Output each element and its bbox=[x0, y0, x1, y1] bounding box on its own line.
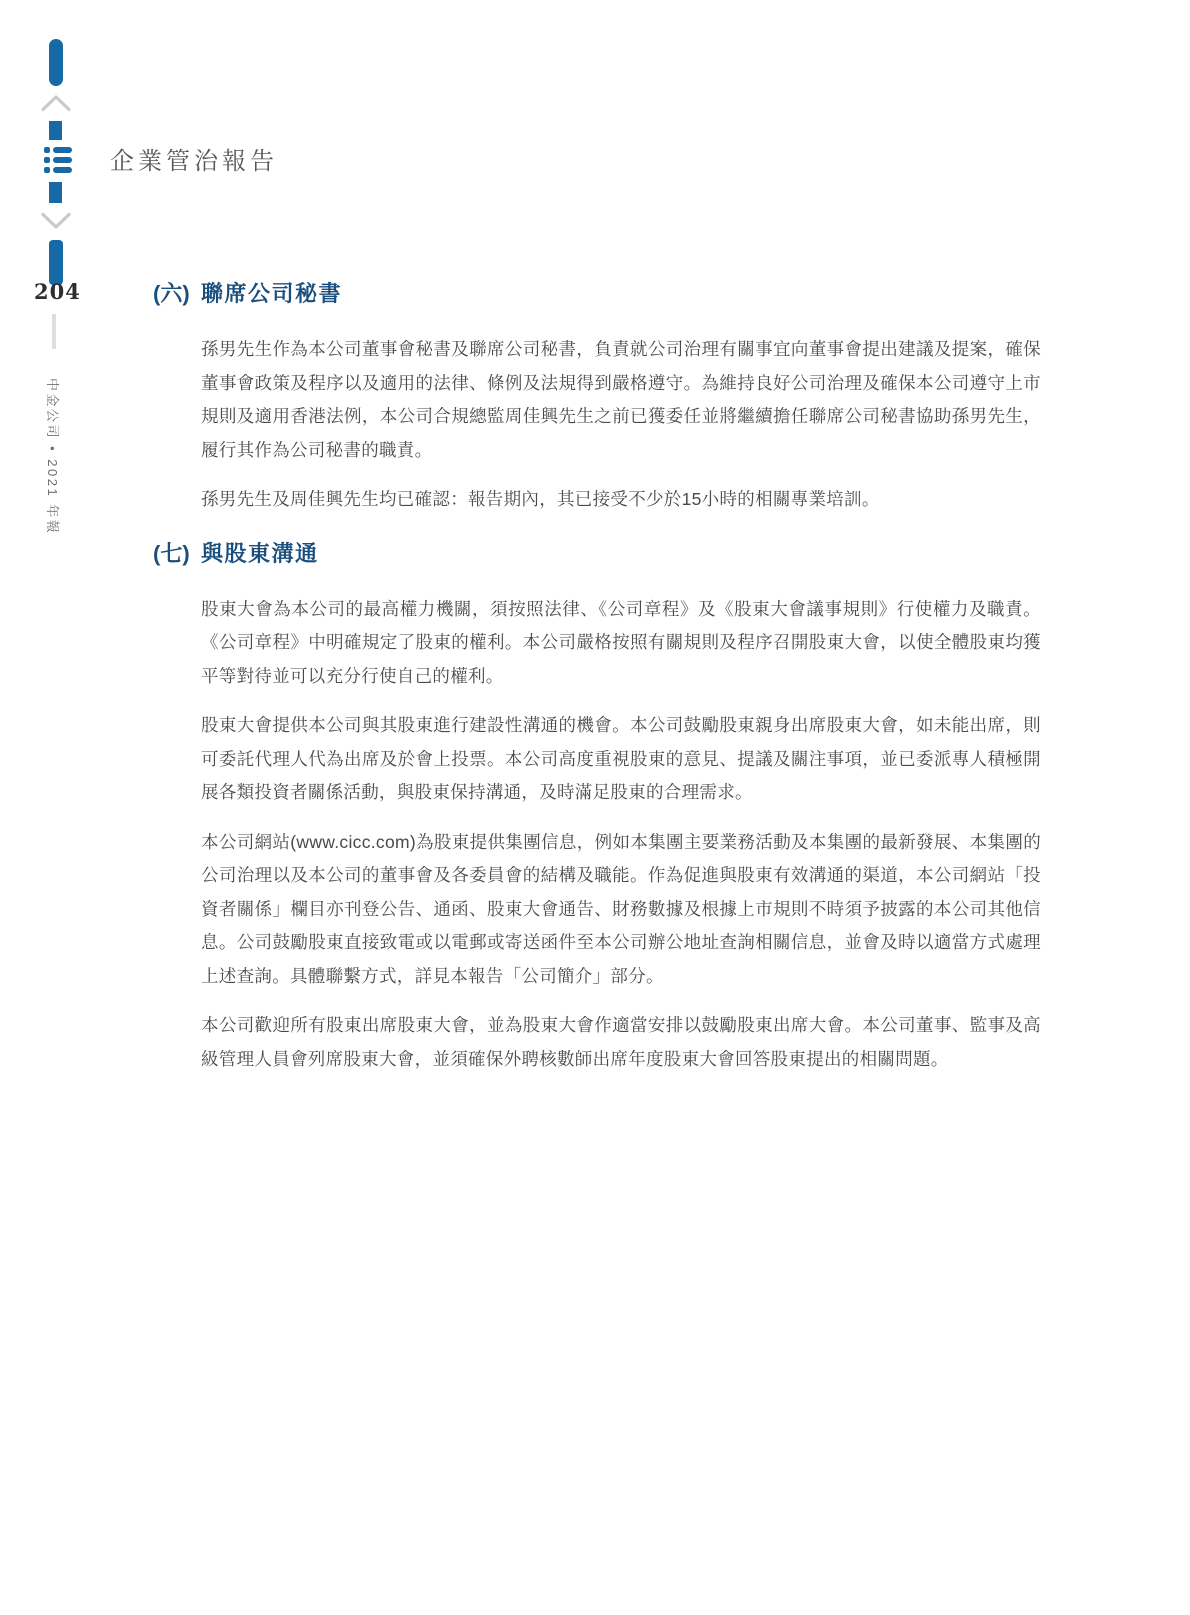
nav-square-top bbox=[49, 121, 62, 140]
paragraph: 股東大會提供本公司與其股東進行建設性溝通的機會。本公司鼓勵股東親身出席股東大會，如未能出席，則可委託代理人代為出席及於會上投票。本公司高度重視股東的意見、提議及關注事項，並已委派專人積極開展各類投資者關係活動，與股東保持溝通，及時滿足股東的合理需求。 bbox=[201, 715, 1041, 802]
accent-bar-top bbox=[49, 39, 63, 86]
list-line bbox=[53, 167, 72, 173]
chevron-down-icon bbox=[41, 212, 71, 230]
section-joint-company-secretaries bbox=[153, 281, 1041, 517]
spine-label: 中金公司 • 2021 年報 bbox=[45, 378, 60, 536]
paragraph: 孫男先生及周佳興先生均已確認：報告期內，其已接受不少於15小時的相關專業培訓。 bbox=[201, 489, 880, 509]
page-number: 204 bbox=[34, 279, 81, 304]
list-icon bbox=[44, 147, 72, 173]
page-number-divider bbox=[52, 314, 56, 349]
main-content bbox=[153, 281, 1041, 1092]
list-line bbox=[53, 157, 72, 163]
paragraph: 本公司網站(www.cicc.com)為股東提供集團信息，例如本集團主要業務活動及本集團的最新發展、本集團的公司治理以及本公司的董事會及各委員會的結構及職能。作為促進與股東有效溝通的渠道，本公司網站「投資者關係」欄目亦刊登公告、通函、股東大會通告、財務數據及根據上市規則不時須予披露的本公司其他信息。公司鼓勵股東直接致電或以電郵或寄送函件至本公司辦公地址查詢相關信息，並會及時以適當方式處理上述查詢。具體聯繫方式，詳見本報告「公司簡介」部分。 bbox=[201, 831, 1041, 986]
section-number: (六) bbox=[153, 281, 190, 306]
list-icon-row bbox=[44, 167, 72, 173]
list-dot bbox=[44, 147, 50, 153]
section-heading bbox=[153, 281, 1041, 307]
list-dot bbox=[44, 167, 50, 173]
section-title: 聯席公司秘書 bbox=[201, 281, 343, 306]
paragraph: 本公司歡迎所有股東出席股東大會，並為股東大會作適當安排以鼓勵股東出席大會。本公司董事、監事及高級管理人員會列席股東大會，並須確保外聘核數師出席年度股東大會回答股東提出的相關問題。 bbox=[201, 1015, 1041, 1069]
section-title: 與股東溝通 bbox=[201, 540, 319, 566]
section-heading bbox=[153, 541, 1041, 567]
nav-square-bottom bbox=[49, 182, 62, 203]
list-icon-row bbox=[44, 157, 72, 163]
page-title: 企業管治報告 bbox=[110, 147, 278, 175]
list-line bbox=[53, 147, 72, 153]
paragraph: 股東大會為本公司的最高權力機關，須按照法律、《公司章程》及《股東大會議事規則》行使權力及職責。《公司章程》中明確規定了股東的權利。本公司嚴格按照有關規則及程序召開股東大會，以使全體股東均獲平等對待並可以充分行使自己的權利。 bbox=[201, 598, 1041, 686]
list-icon-row bbox=[44, 147, 72, 153]
list-dot bbox=[44, 157, 50, 163]
chevron-up-icon bbox=[41, 94, 71, 112]
paragraph: 孫男先生作為本公司董事會秘書及聯席公司秘書，負責就公司治理有關事宜向董事會提出建議及提案，確保董事會政策及程序以及適用的法律、條例及法規得到嚴格遵守。為維持良好公司治理及確保本公司遵守上市規則及適用香港法例，本公司合規總監周佳興先生之前已獲委任並將繼續擔任聯席公司秘書協助孫男先生，履行其作為公司秘書的職責。 bbox=[201, 339, 1041, 460]
section-number: (七) bbox=[153, 540, 190, 566]
section-communication-with-shareholders bbox=[153, 541, 1041, 1077]
